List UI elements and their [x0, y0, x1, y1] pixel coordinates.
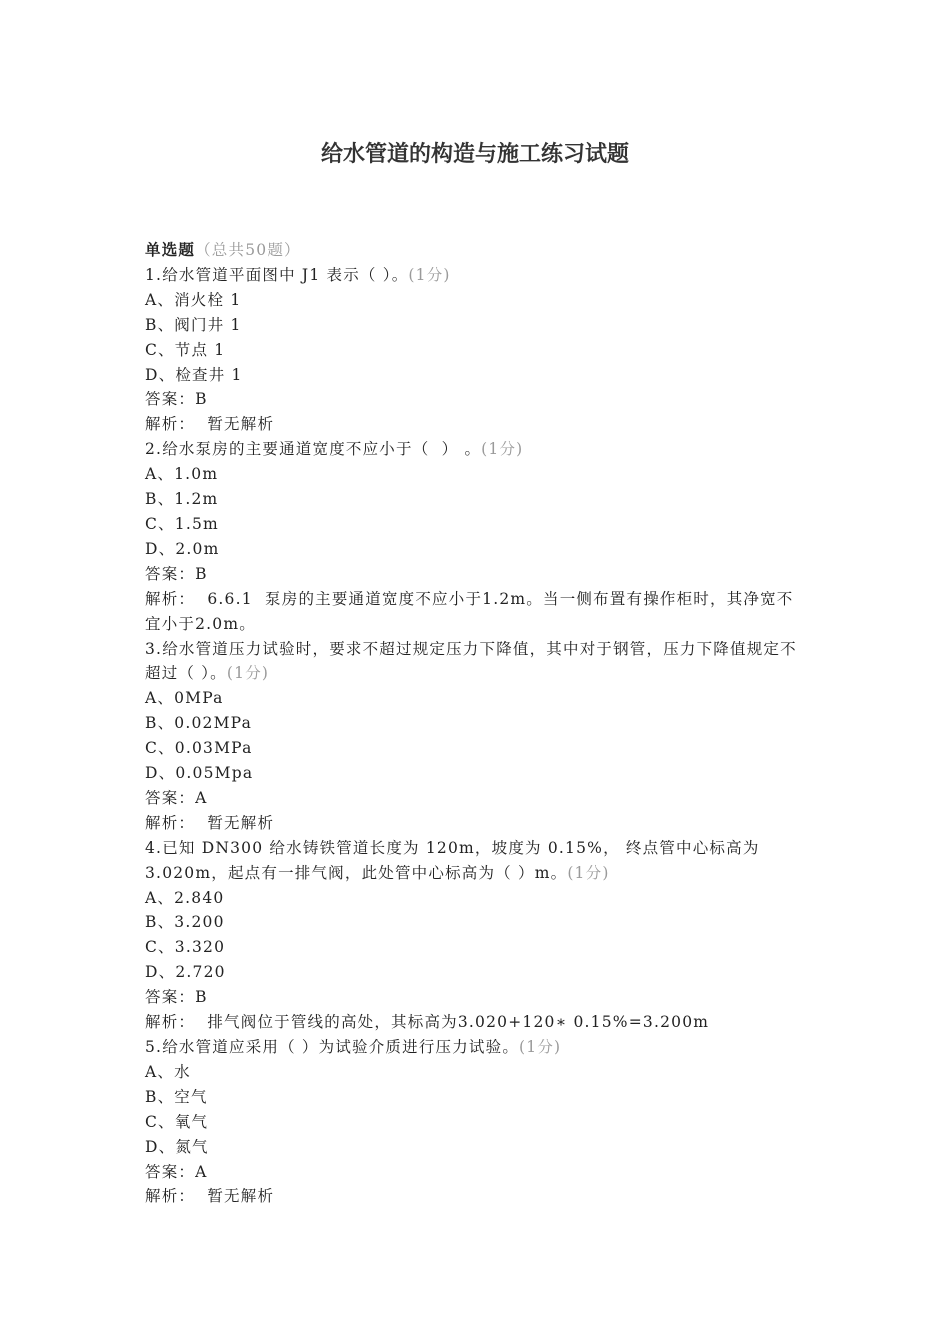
analysis: 解析： 暂无解析: [145, 1187, 275, 1206]
question-score: (1分): [481, 440, 524, 459]
question-score: (1分): [567, 863, 610, 882]
question-stem: 1.给水管道平面图中 J1 表示（ ）。(1分): [145, 265, 451, 284]
question-stem: 2.给水泵房的主要通道宽度不应小于（ ） 。(1分): [145, 440, 524, 459]
option-b: B、3.200: [145, 913, 225, 932]
analysis: 解析： 6.6.1 泵房的主要通道宽度不应小于1.2m。当一侧布置有操作柜时，其净宽不宜小于2.0m。: [145, 589, 794, 633]
option-d: D、2.720: [145, 963, 226, 982]
option-c: C、3.320: [145, 938, 226, 957]
question-2: [145, 437, 805, 636]
answer: 答案：A: [145, 788, 208, 807]
section-label: 单选题: [145, 241, 196, 259]
analysis: 解析： 暂无解析: [145, 813, 275, 832]
question-1: [145, 263, 805, 437]
option-b: B、阀门井 1: [145, 315, 242, 334]
option-d: D、氮气: [145, 1137, 209, 1156]
option-a: A、2.840: [145, 888, 225, 907]
answer: 答案：B: [145, 390, 208, 409]
option-a: A、1.0m: [145, 465, 219, 484]
option-b: B、空气: [145, 1087, 208, 1106]
question-score: (1分): [408, 265, 451, 284]
question-score: (1分): [519, 1038, 562, 1056]
analysis: 解析： 排气阀位于管线的高处，其标高为3.020+120∗ 0.15%=3.200m: [145, 1013, 710, 1032]
answer: 答案：B: [145, 564, 208, 583]
option-d: D、2.0m: [145, 539, 220, 558]
answer: 答案：B: [145, 988, 208, 1007]
document-body: [145, 238, 805, 1209]
option-c: C、氧气: [145, 1112, 209, 1131]
section-count: （总共50题）: [195, 241, 301, 259]
section-heading: [145, 238, 805, 263]
question-stem: 3.给水管道压力试验时，要求不超过规定压力下降值，其中对于钢管，压力下降值规定不超过（ ）。(1分): [145, 639, 797, 683]
page-title: 给水管道的构造与施工练习试题: [320, 142, 629, 167]
option-c: C、1.5m: [145, 514, 219, 533]
option-c: C、节点 1: [145, 340, 226, 359]
question-5: [145, 1035, 805, 1209]
analysis: 解析： 暂无解析: [145, 415, 275, 434]
question-3: [145, 637, 805, 836]
option-d: D、0.05Mpa: [145, 764, 254, 783]
answer: 答案：A: [145, 1162, 208, 1181]
option-c: C、0.03MPa: [145, 739, 253, 758]
question-stem: 5.给水管道应采用（ ）为试验介质进行压力试验。(1分): [145, 1038, 562, 1056]
question-score: (1分): [226, 664, 270, 683]
option-b: B、0.02MPa: [145, 714, 253, 733]
option-a: A、水: [145, 1062, 191, 1081]
option-a: A、消火栓 1: [145, 290, 242, 309]
option-a: A、0MPa: [145, 689, 224, 708]
question-4: [145, 836, 805, 1035]
option-d: D、检查井 1: [145, 365, 243, 384]
option-b: B、1.2m: [145, 490, 219, 509]
question-stem: 4.已知 DN300 给水铸铁管道长度为 120m，坡度为 0.15%， 终点管中心标高为 3.020m，起点有一排气阀，此处管中心标高为（ ）m。(1分): [145, 838, 766, 882]
